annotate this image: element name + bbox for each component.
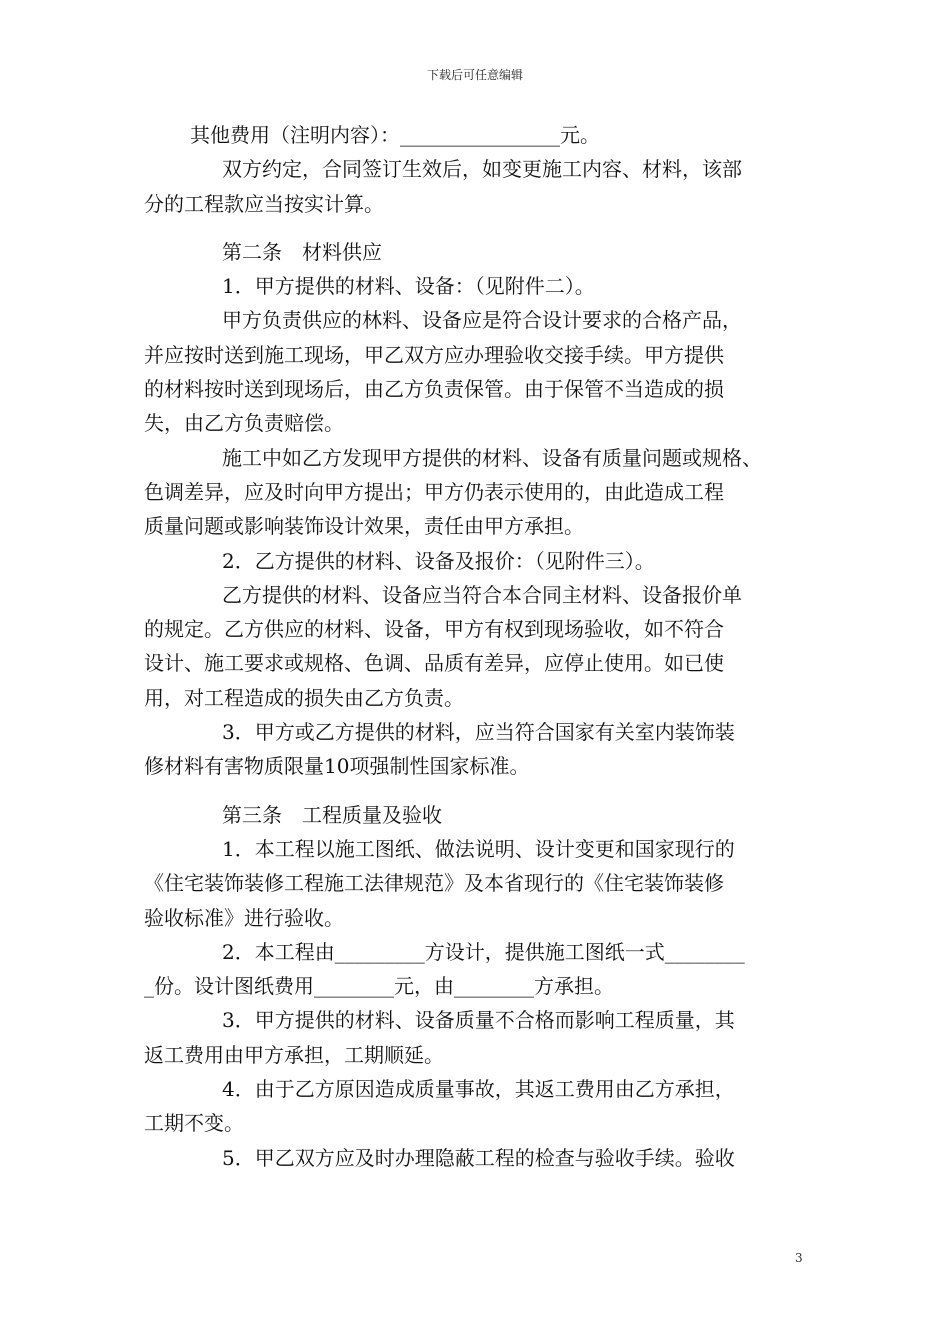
- text-line: 乙方提供的材料、设备应当符合本合同主材料、设备报价单: [222, 582, 742, 607]
- text-line: 返工费用由甲方承担，工期顺延。: [144, 1042, 444, 1067]
- text-line: 的材料按时送到现场后，由乙方负责保管。由于保管不当造成的损: [144, 377, 724, 402]
- text-line: 1．本工程以施工图纸、做法说明、设计变更和国家现行的: [222, 836, 735, 861]
- text-line: 的规定。乙方供应的材料、设备，甲方有权到现场验收，如不符合: [144, 617, 724, 642]
- text-line: 设计、施工要求或规格、色调、品质有差异，应停止使用。如已使: [144, 651, 724, 676]
- text-line: 验收标准》进行验收。: [144, 905, 344, 930]
- text-line: 失，由乙方负责赔偿。: [144, 411, 344, 436]
- text-line: 用，对工程造成的损失由乙方负责。: [144, 685, 464, 710]
- text-line: 2．本工程由_________方设计，提供施工图纸一式________: [222, 939, 745, 964]
- section-heading: 第二条 材料供应: [222, 239, 382, 264]
- text-line: 1．甲方提供的材料、设备：（见附件二）。: [222, 274, 595, 299]
- text-line: 2．乙方提供的材料、设备及报价：（见附件三）。: [222, 548, 655, 573]
- text-line: 并应按时送到施工现场，甲乙双方应办理验收交接手续。甲方提供: [144, 342, 724, 367]
- document-body: [144, 118, 804, 1175]
- section-heading: 第三条 工程质量及验收: [222, 802, 442, 827]
- text-line: 其他费用（注明内容）：________________元。: [190, 123, 600, 147]
- text-line: 3．甲方提供的材料、设备质量不合格而影响工程质量，其: [222, 1008, 735, 1033]
- text-line: 3．甲方或乙方提供的材料，应当符合国家有关室内装饰装: [222, 720, 735, 745]
- text-line: 工期不变。: [144, 1111, 244, 1136]
- text-line: 5．甲乙双方应及时办理隐蔽工程的检查与验收手续。验收: [222, 1145, 735, 1170]
- text-line: _份。设计图纸费用________元，由________方承担。: [144, 974, 614, 999]
- text-line: 色调差异，应及时向甲方提出；甲方仍表示使用的，由此造成工程: [144, 479, 724, 504]
- page-number: 3: [795, 1251, 803, 1265]
- text-line: 修材料有害物质限量10项强制性国家标准。: [144, 754, 530, 779]
- text-line: 双方约定，合同签订生效后，如变更施工内容、材料，该部: [222, 157, 742, 182]
- text-line: 甲方负责供应的林料、设备应是符合设计要求的合格产品，: [222, 308, 742, 333]
- text-line: 分的工程款应当按实计算。: [144, 191, 384, 216]
- text-line: 《住宅装饰装修工程施工法律规范》及本省现行的《住宅装饰装修: [144, 871, 724, 896]
- page-header: 下载后可任意编辑: [426, 68, 523, 82]
- text-line: 质量问题或影响装饰设计效果，责任由甲方承担。: [144, 514, 584, 539]
- text-line: 施工中如乙方发现甲方提供的材料、设备有质量问题或规格、: [222, 445, 762, 470]
- text-line: 4．由于乙方原因造成质量事故，其返工费用由乙方承担，: [222, 1077, 735, 1102]
